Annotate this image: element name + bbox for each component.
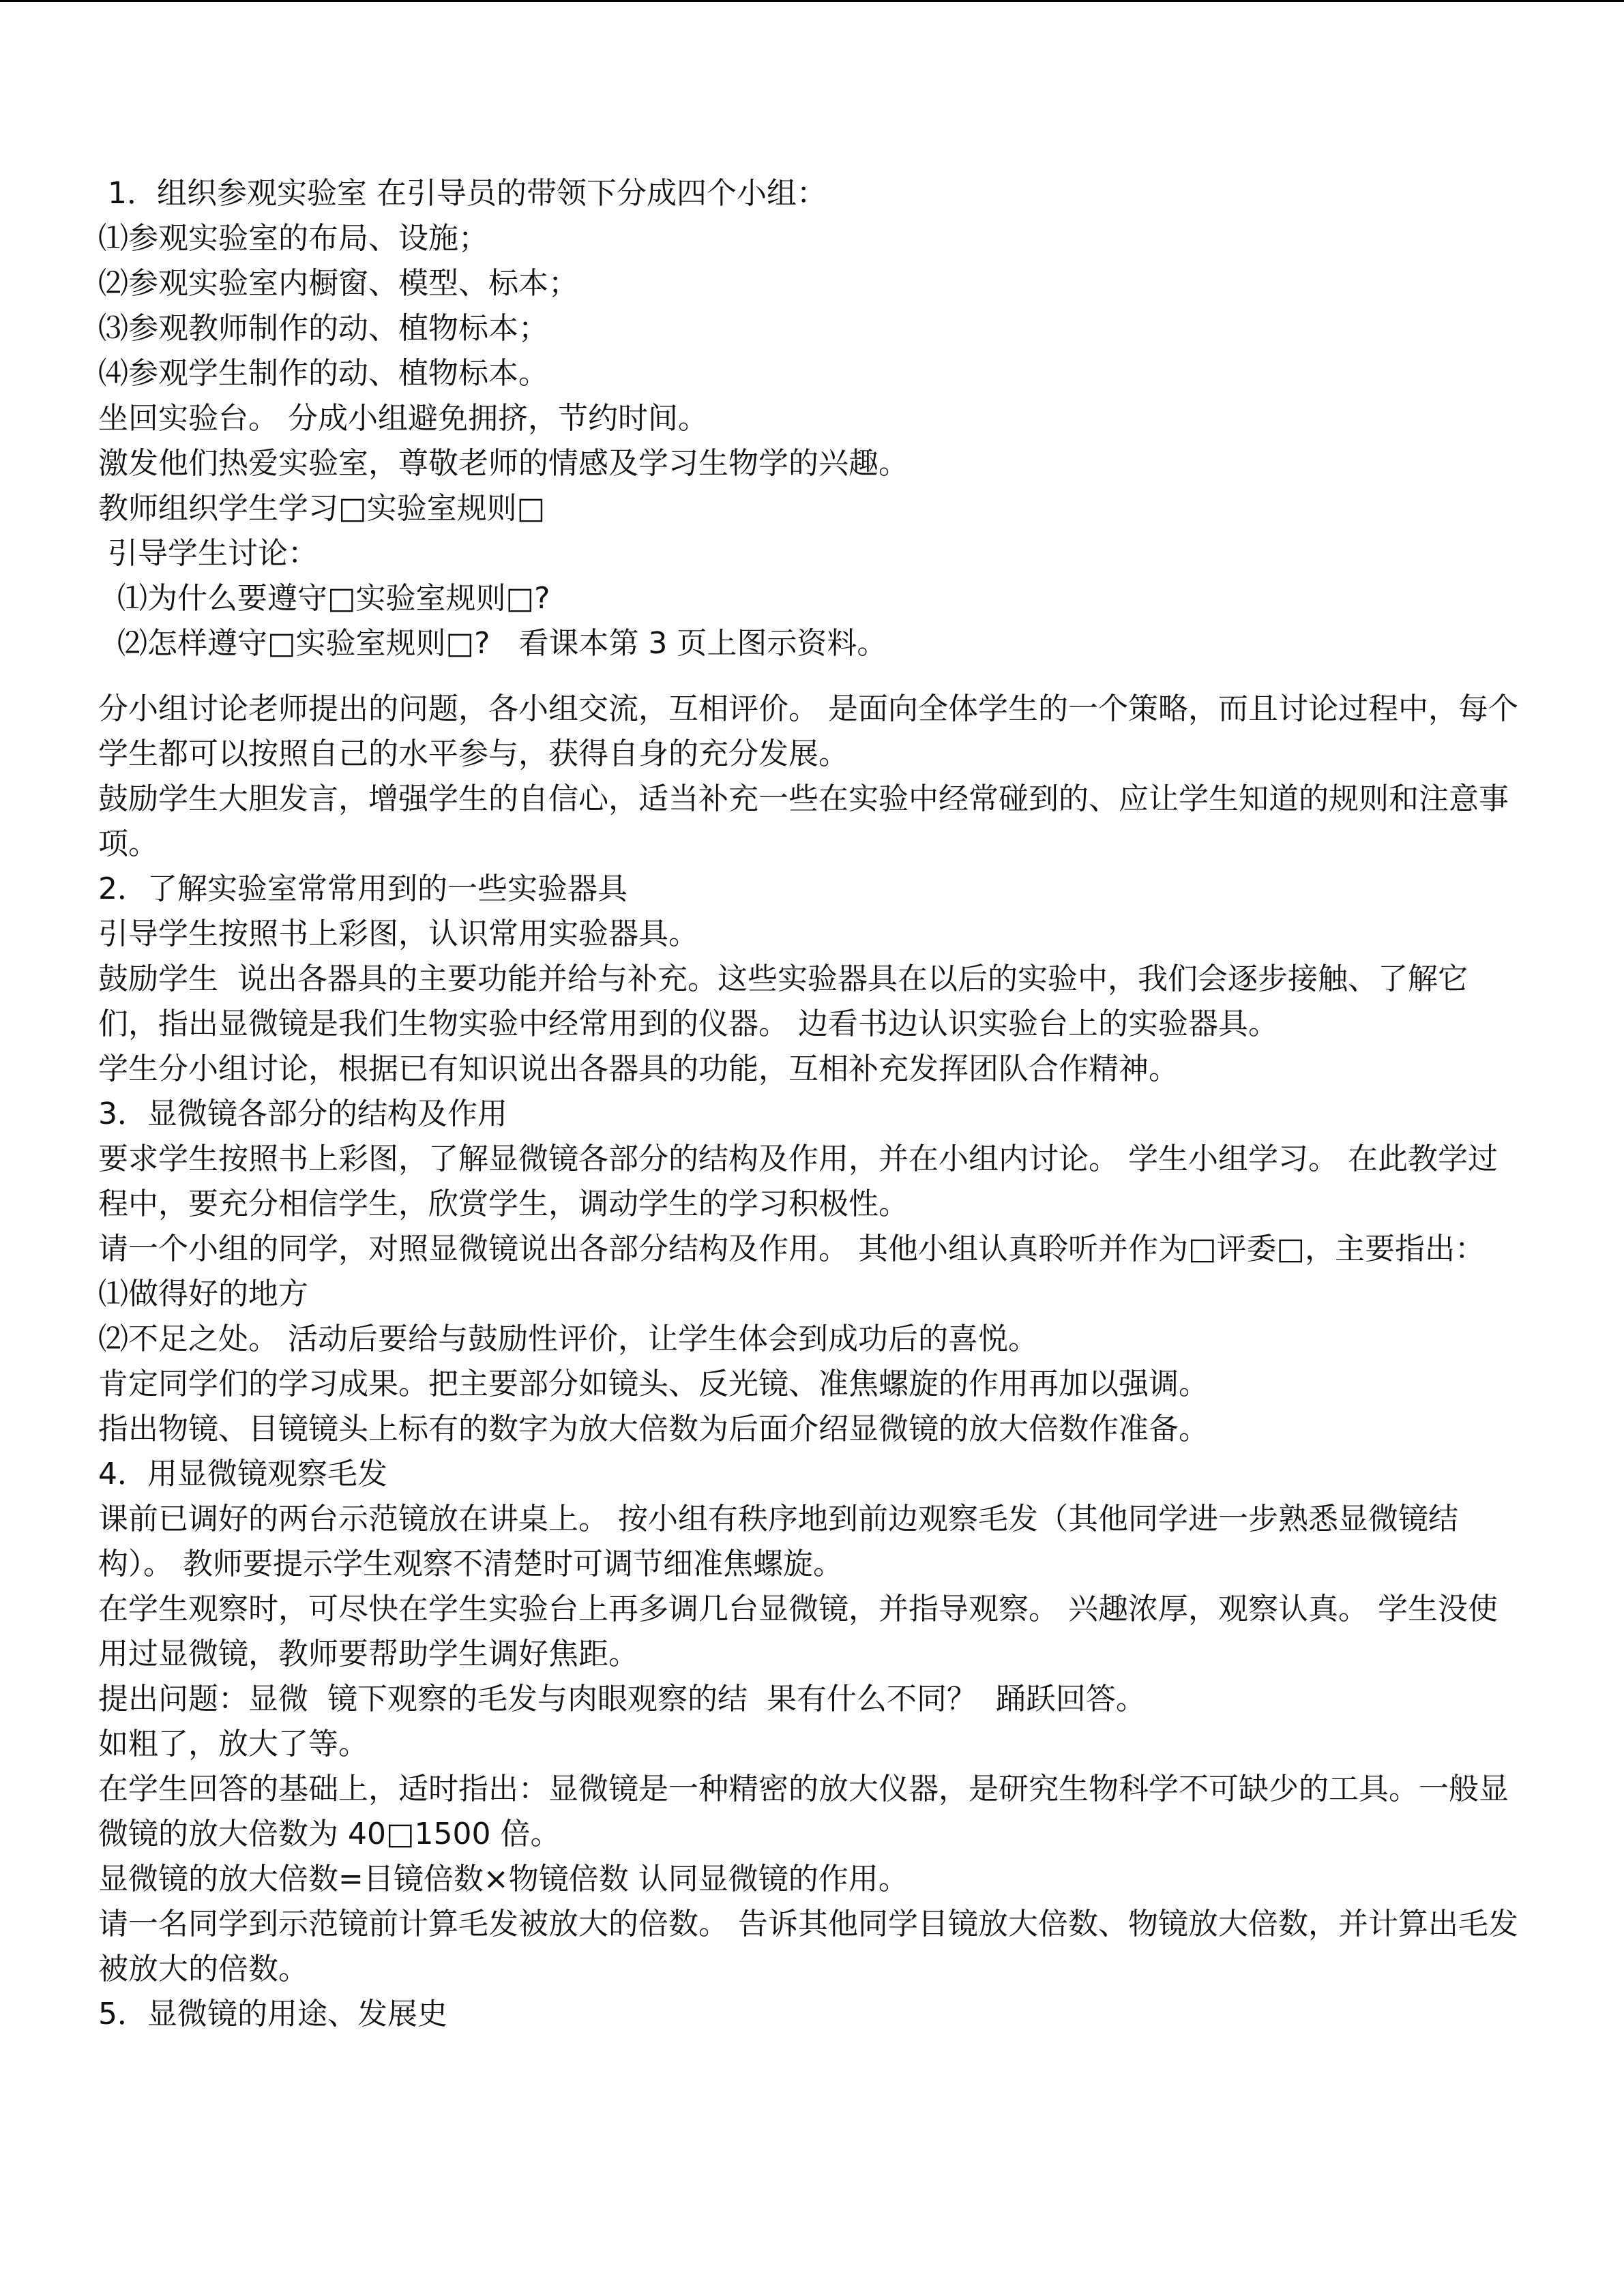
section-heading: 4．用显微镜观察毛发 xyxy=(98,1457,387,1491)
text-paragraph: 鼓励学生 说出各器具的主要功能并给与补充。这些实验器具在以后的实验中，我们会逐步接触、了解它们，指出显微镜是我们生物实验中经常用到的仪器。 边看书边认识实验台上的实验器具。 xyxy=(98,961,1468,1041)
section-heading: 5．显微镜的用途、发展史 xyxy=(98,1997,447,2031)
text-line: ⑵不足之处。 活动后要给与鼓励性评价，让学生体会到成功后的喜悦。 xyxy=(98,1322,1038,1356)
text-line: 引导学生讨论： xyxy=(98,536,318,571)
text-line: ⑷参观学生制作的动、植物标本。 xyxy=(98,356,548,391)
text-paragraph: 在学生回答的基础上，适时指出：显微镜是一种精密的放大仪器，是研究生物科学不可缺少的工具。一般显微镜的放大倍数为 40□1500 倍。 xyxy=(98,1772,1509,1851)
text-paragraph: 在学生观察时，可尽快在学生实验台上再多调几台显微镜，并指导观察。 兴趣浓厚，观察认真。 学生没使用过显微镜，教师要帮助学生调好焦距。 xyxy=(98,1592,1498,1671)
text-line: 学生分小组讨论，根据已有知识说出各器具的功能，互相补充发挥团队合作精神。 xyxy=(98,1052,1179,1086)
section-heading: 2．了解实验室常常用到的一些实验器具 xyxy=(98,871,628,906)
text-line: 引导学生按照书上彩图，认识常用实验器具。 xyxy=(98,916,698,951)
text-paragraph: 鼓励学生大胆发言，增强学生的自信心，适当补充一些在实验中经常碰到的、应让学生知道的规则和注意事项。 xyxy=(98,781,1509,861)
text-line: 1．组织参观实验室 在引导员的带领下分成四个小组： xyxy=(98,176,827,211)
text-line: ⑴做得好的地方 xyxy=(98,1277,308,1311)
text-line: ⑶参观教师制作的动、植物标本； xyxy=(98,311,548,346)
text-line: 坐回实验台。 分成小组避免拥挤，节约时间。 xyxy=(98,401,708,436)
document-body xyxy=(98,171,1524,2037)
text-line: ⑵参观实验室内橱窗、模型、标本； xyxy=(98,266,578,301)
text-paragraph: 请一个小组的同学，对照显微镜说出各部分结构及作用。 其他小组认真聆听并作为□评委□，主要指出： xyxy=(98,1232,1486,1266)
text-paragraph: 要求学生按照书上彩图，了解显微镜各部分的结构及作用，并在小组内讨论。 学生小组学习。 在此教学过程中，要充分相信学生，欣赏学生，调动学生的学习积极性。 xyxy=(98,1142,1498,1221)
text-line: 指出物镜、目镜镜头上标有的数字为放大倍数为后面介绍显微镜的放大倍数作准备。 xyxy=(98,1412,1209,1446)
text-paragraph: 请一名同学到示范镜前计算毛发被放大的倍数。 告诉其他同学目镜放大倍数、物镜放大倍数，并计算出毛发被放大的倍数。 xyxy=(98,1907,1518,1986)
text-line: 显微镜的放大倍数=目镜倍数×物镜倍数 认同显微镜的作用。 xyxy=(98,1862,909,1896)
text-line: 教师组织学生学习□实验室规则□ xyxy=(98,491,546,526)
text-line: 如粗了，放大了等。 xyxy=(98,1727,368,1761)
text-line: ⑵怎样遵守□实验室规则□? 看课本第 3 页上图示资料。 xyxy=(98,626,887,661)
text-line: 激发他们热爱实验室，尊敬老师的情感及学习生物学的兴趣。 xyxy=(98,446,909,481)
text-line: ⑴为什么要遵守□实验室规则□? xyxy=(98,581,550,616)
text-paragraph: 课前已调好的两台示范镜放在讲桌上。 按小组有秩序地到前边观察毛发（其他同学进一步熟悉显微镜结构）。 教师要提示学生观察不清楚时可调节细准焦螺旋。 xyxy=(98,1502,1458,1581)
text-paragraph: 分小组讨论老师提出的问题，各小组交流，互相评价。 是面向全体学生的一个策略，而且讨论过程中，每个学生都可以按照自己的水平参与，获得自身的充分发展。 xyxy=(98,691,1518,771)
section-heading: 3．显微镜各部分的结构及作用 xyxy=(98,1097,507,1131)
text-line: 肯定同学们的学习成果。把主要部分如镜头、反光镜、准焦螺旋的作用再加以强调。 xyxy=(98,1367,1209,1401)
text-line: ⑴参观实验室的布局、设施； xyxy=(98,221,488,256)
text-line: 提出问题：显微 镜下观察的毛发与肉眼观察的结 果有什么不同？ 踊跃回答。 xyxy=(98,1682,1146,1716)
